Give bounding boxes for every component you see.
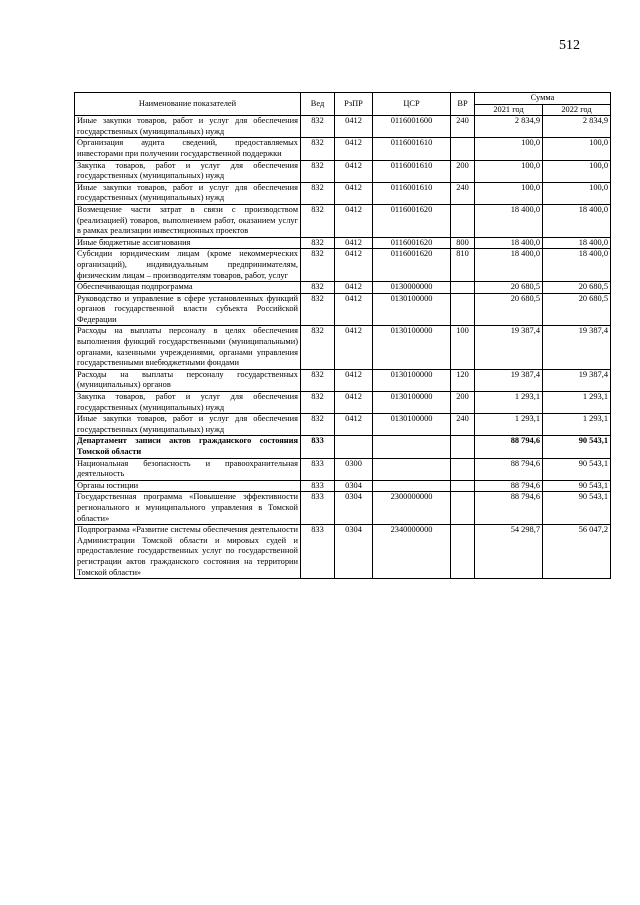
cell-name: Организация аудита сведений, предоставляемых инвесторами при получении государственной поддержки: [75, 138, 301, 160]
cell-vr: 200: [451, 392, 475, 414]
cell-2021: 19 387,4: [475, 326, 543, 369]
cell-2021: 18 400,0: [475, 204, 543, 237]
cell-vr: 810: [451, 249, 475, 282]
cell-vr: [451, 492, 475, 525]
table-row: [75, 492, 611, 525]
cell-ved: 832: [301, 160, 335, 182]
table-row: [75, 182, 611, 204]
cell-ved: 833: [301, 458, 335, 480]
cell-2022: 90 543,1: [543, 480, 611, 492]
cell-2022: 2 834,9: [543, 116, 611, 138]
table-row: [75, 249, 611, 282]
cell-2022: 18 400,0: [543, 237, 611, 249]
cell-vr: 240: [451, 414, 475, 436]
cell-ved: 832: [301, 369, 335, 391]
table-row: [75, 392, 611, 414]
cell-csr: 0130100000: [373, 414, 451, 436]
cell-2021: 1 293,1: [475, 392, 543, 414]
cell-2021: 88 794,6: [475, 480, 543, 492]
cell-vr: [451, 436, 475, 458]
cell-vr: [451, 525, 475, 579]
cell-2021: 20 680,5: [475, 293, 543, 326]
cell-rzpr: 0412: [335, 138, 373, 160]
cell-2022: 1 293,1: [543, 392, 611, 414]
cell-csr: [373, 480, 451, 492]
cell-name: Руководство и управление в сфере установленных функций органов государственной власти субъекта Российской Федерации: [75, 293, 301, 326]
cell-csr: 0116001610: [373, 160, 451, 182]
cell-rzpr: 0304: [335, 492, 373, 525]
table-row: [75, 116, 611, 138]
cell-rzpr: [335, 436, 373, 458]
table-row: [75, 293, 611, 326]
cell-ved: 833: [301, 492, 335, 525]
cell-rzpr: 0412: [335, 249, 373, 282]
cell-2021: 1 293,1: [475, 414, 543, 436]
cell-rzpr: 0412: [335, 204, 373, 237]
cell-ved: 833: [301, 436, 335, 458]
cell-name: Обеспечивающая подпрограмма: [75, 282, 301, 294]
cell-csr: 2300000000: [373, 492, 451, 525]
cell-2022: 18 400,0: [543, 249, 611, 282]
cell-2021: 18 400,0: [475, 237, 543, 249]
cell-2022: 20 680,5: [543, 293, 611, 326]
table-row: [75, 204, 611, 237]
cell-rzpr: 0412: [335, 369, 373, 391]
header-2021: 2021 год: [475, 104, 543, 116]
table-row: [75, 525, 611, 579]
cell-csr: 0116001600: [373, 116, 451, 138]
cell-2022: 100,0: [543, 160, 611, 182]
cell-name: Иные бюджетные ассигнования: [75, 237, 301, 249]
table-row: [75, 436, 611, 458]
cell-csr: 0116001620: [373, 204, 451, 237]
cell-vr: [451, 282, 475, 294]
cell-rzpr: 0412: [335, 293, 373, 326]
cell-2021: 18 400,0: [475, 249, 543, 282]
table-row: [75, 414, 611, 436]
cell-ved: 832: [301, 116, 335, 138]
cell-name: Иные закупки товаров, работ и услуг для обеспечения государственных (муниципальных) нужд: [75, 116, 301, 138]
header-ved: Вед: [301, 93, 335, 116]
cell-csr: 0130000000: [373, 282, 451, 294]
cell-vr: 120: [451, 369, 475, 391]
cell-rzpr: 0412: [335, 414, 373, 436]
cell-rzpr: 0412: [335, 160, 373, 182]
cell-rzpr: 0304: [335, 525, 373, 579]
cell-name: Департамент записи актов гражданского состояния Томской области: [75, 436, 301, 458]
cell-csr: 0116001610: [373, 138, 451, 160]
cell-name: Органы юстиции: [75, 480, 301, 492]
cell-csr: 0116001620: [373, 237, 451, 249]
table-row: [75, 369, 611, 391]
cell-name: Иные закупки товаров, работ и услуг для обеспечения государственных (муниципальных) нужд: [75, 182, 301, 204]
table-row: [75, 282, 611, 294]
cell-2021: 2 834,9: [475, 116, 543, 138]
header-name: Наименование показателей: [75, 93, 301, 116]
header-csr: ЦСР: [373, 93, 451, 116]
cell-2021: 54 298,7: [475, 525, 543, 579]
cell-csr: 0130100000: [373, 326, 451, 369]
cell-vr: [451, 458, 475, 480]
table-row: [75, 237, 611, 249]
cell-rzpr: 0412: [335, 326, 373, 369]
cell-2021: 19 387,4: [475, 369, 543, 391]
cell-2022: 56 047,2: [543, 525, 611, 579]
cell-csr: 0116001610: [373, 182, 451, 204]
cell-ved: 833: [301, 525, 335, 579]
cell-csr: 0130100000: [373, 392, 451, 414]
table-row: [75, 138, 611, 160]
cell-rzpr: 0304: [335, 480, 373, 492]
cell-2022: 90 543,1: [543, 458, 611, 480]
cell-vr: [451, 204, 475, 237]
cell-rzpr: 0412: [335, 182, 373, 204]
table-row: [75, 458, 611, 480]
cell-vr: 100: [451, 326, 475, 369]
table-row: [75, 160, 611, 182]
cell-ved: 832: [301, 138, 335, 160]
cell-2021: 100,0: [475, 160, 543, 182]
budget-table: [74, 92, 611, 579]
cell-2022: 90 543,1: [543, 492, 611, 525]
cell-2021: 100,0: [475, 182, 543, 204]
cell-name: Закупка товаров, работ и услуг для обеспечения государственных (муниципальных) нужд: [75, 392, 301, 414]
cell-rzpr: 0412: [335, 237, 373, 249]
cell-2021: 88 794,6: [475, 492, 543, 525]
cell-vr: 200: [451, 160, 475, 182]
cell-ved: 832: [301, 414, 335, 436]
cell-ved: 832: [301, 249, 335, 282]
cell-vr: [451, 138, 475, 160]
cell-name: Национальная безопасность и правоохранительная деятельность: [75, 458, 301, 480]
cell-2021: 88 794,6: [475, 458, 543, 480]
cell-name: Расходы на выплаты персоналу государственных (муниципальных) органов: [75, 369, 301, 391]
cell-csr: 0116001620: [373, 249, 451, 282]
cell-ved: 832: [301, 182, 335, 204]
cell-2022: 100,0: [543, 138, 611, 160]
cell-2022: 100,0: [543, 182, 611, 204]
table-row: [75, 326, 611, 369]
cell-csr: 0130100000: [373, 369, 451, 391]
cell-2022: 19 387,4: [543, 326, 611, 369]
cell-2021: 100,0: [475, 138, 543, 160]
cell-name: Государственная программа «Повышение эффективности регионального и муниципального управления в Томской области»: [75, 492, 301, 525]
header-rzpr: РзПР: [335, 93, 373, 116]
cell-2022: 1 293,1: [543, 414, 611, 436]
cell-ved: 832: [301, 204, 335, 237]
cell-csr: 2340000000: [373, 525, 451, 579]
cell-ved: 832: [301, 282, 335, 294]
cell-2022: 19 387,4: [543, 369, 611, 391]
cell-name: Закупка товаров, работ и услуг для обеспечения государственных (муниципальных) нужд: [75, 160, 301, 182]
cell-name: Субсидии юридическим лицам (кроме некоммерческих организаций), индивидуальным предпринимателям, физическим лицам – производителям товаров, работ, услуг: [75, 249, 301, 282]
cell-rzpr: 0300: [335, 458, 373, 480]
cell-ved: 832: [301, 237, 335, 249]
cell-rzpr: 0412: [335, 392, 373, 414]
cell-vr: 240: [451, 116, 475, 138]
cell-ved: 833: [301, 480, 335, 492]
header-vr: ВР: [451, 93, 475, 116]
cell-name: Подпрограмма «Развитие системы обеспечения деятельности Администрации Томской области и мировых судей и предоставление государственных услуг по государственной регистрации актов гражданского состояния на территории Томской области»: [75, 525, 301, 579]
cell-rzpr: 0412: [335, 282, 373, 294]
cell-vr: [451, 293, 475, 326]
cell-csr: [373, 458, 451, 480]
table-row: [75, 480, 611, 492]
cell-2022: 18 400,0: [543, 204, 611, 237]
cell-ved: 832: [301, 293, 335, 326]
cell-csr: 0130100000: [373, 293, 451, 326]
cell-csr: [373, 436, 451, 458]
header-2022: 2022 год: [543, 104, 611, 116]
cell-2022: 20 680,5: [543, 282, 611, 294]
cell-2021: 20 680,5: [475, 282, 543, 294]
cell-rzpr: 0412: [335, 116, 373, 138]
cell-name: Возмещение части затрат в связи с производством (реализацией) товаров, выполнением работ, оказанием услуг в рамках реализации инвестиционных проектов: [75, 204, 301, 237]
cell-name: Расходы на выплаты персоналу в целях обеспечения выполнения функций государственными (муниципальными) органами, казенными учреждениями, органами управления государственными внебюджетными фондами: [75, 326, 301, 369]
cell-ved: 832: [301, 326, 335, 369]
header-sum: Сумма: [475, 93, 611, 105]
page-number: 512: [559, 38, 580, 53]
cell-name: Иные закупки товаров, работ и услуг для обеспечения государственных (муниципальных) нужд: [75, 414, 301, 436]
cell-2021: 88 794,6: [475, 436, 543, 458]
table-body: [75, 116, 611, 579]
cell-vr: 800: [451, 237, 475, 249]
cell-2022: 90 543,1: [543, 436, 611, 458]
cell-ved: 832: [301, 392, 335, 414]
cell-vr: 240: [451, 182, 475, 204]
cell-vr: [451, 480, 475, 492]
